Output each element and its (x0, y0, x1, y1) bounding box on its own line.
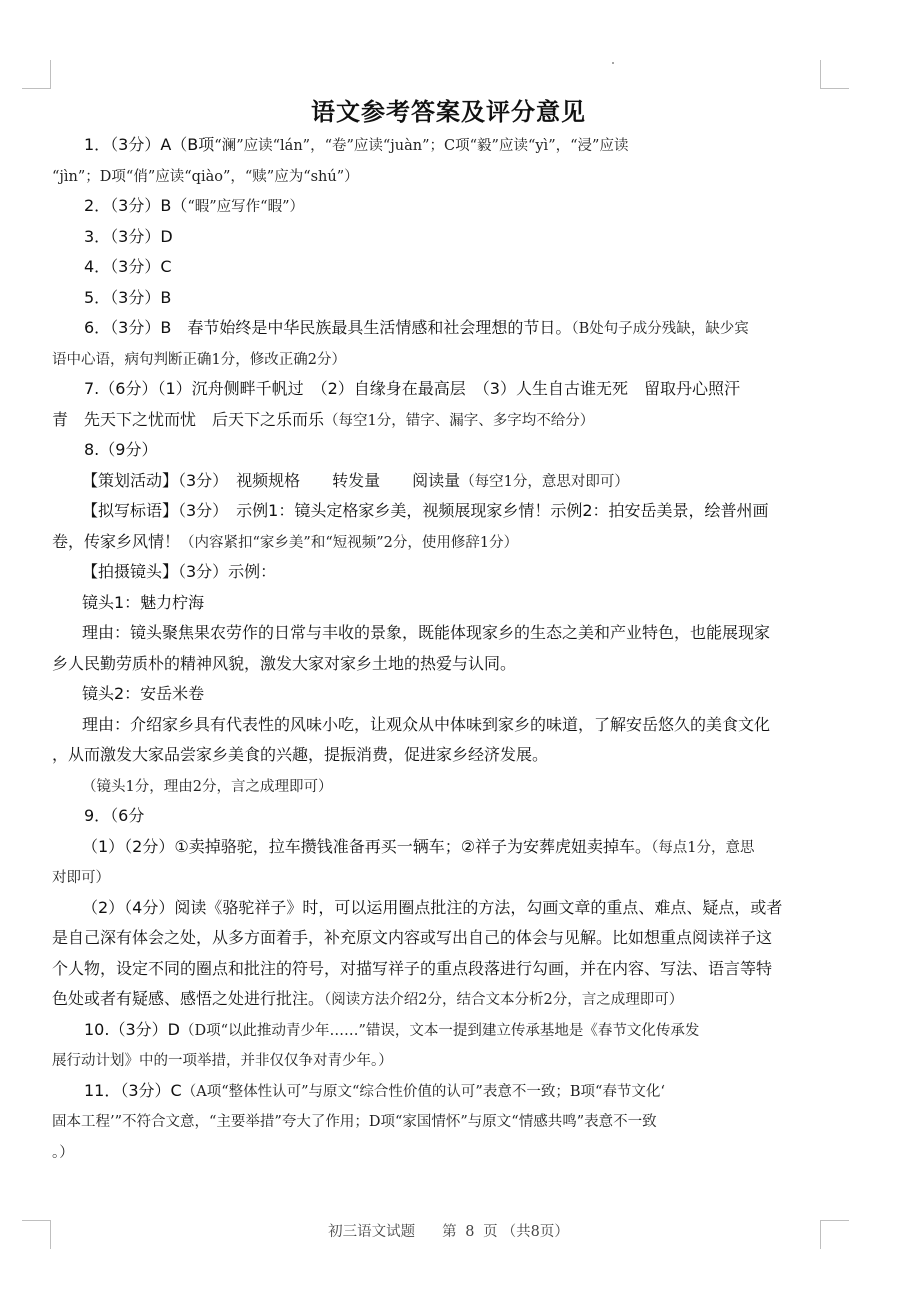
line-scoring-note: （B处句子成分残缺，缺少宾 (571, 321, 749, 337)
line-main-text: 【策划活动】（3分） 视频规格 转发量 阅读量 (82, 470, 461, 490)
text-line (52, 740, 822, 771)
line-scoring-note: 固本工程’”不符合文意，“主要举措”夸大了作用；D项“家国情怀”与原文“情感共鸣”表意不一致 (52, 1114, 657, 1130)
line-main-text: 青 先天下之忧而忧 后天下之乐而乐 (52, 409, 325, 429)
text-line (52, 923, 822, 954)
footer-page-number: 8 (465, 1224, 475, 1240)
line-scoring-note: （D项“以此推动青少年……”错误，文本一提到建立传承基地是《春节文化传承发 (179, 1022, 700, 1039)
line-main-text: 理由：镜头聚焦果农劳作的日常与丰收的景象，既能体现家乡的生态之美和产业特色，也能展现家 (82, 623, 771, 642)
text-line (52, 405, 822, 436)
line-scoring-note: 展行动计划》中的一项举措，并非仅仅争对青少年。） (52, 1053, 393, 1069)
text-line (52, 618, 822, 649)
line-scoring-note: “暇”应写作“暇”） (187, 199, 304, 215)
text-line (52, 466, 822, 497)
text-line (52, 649, 822, 680)
line-main-text: 4．（3分）C (84, 257, 172, 276)
text-line (52, 283, 822, 314)
line-main-text: 5．（3分）B (84, 287, 172, 307)
line-scoring-note: 对即可） (52, 870, 110, 886)
text-line (52, 130, 822, 161)
line-main-text: 【拟写标语】（3分） 示例1：镜头定格家乡美，视频展现家乡情！示例2：拍安岳美景，绘普州画 (82, 501, 769, 520)
line-scoring-note: “澜”应读“lán”，“卷”应读“juàn”；C项“毅”应读“yì”，“浸”应读 (214, 138, 629, 154)
line-scoring-note: 语中心语，病句判断正确1分，修改正确2分） (52, 351, 346, 368)
line-scoring-note: （每空1分，错字、漏字、多字均不给分） (324, 412, 595, 429)
line-main-text: （1）（2分）①卖掉骆驼，拉车攒钱准备再买一辆车；②祥子为安葬虎妞卖掉车。 (82, 836, 652, 856)
text-line (52, 588, 822, 619)
text-line (52, 710, 822, 741)
text-line (52, 862, 822, 893)
footer-page-prefix: 第 (442, 1224, 457, 1240)
text-line (52, 435, 822, 466)
text-line (52, 832, 822, 863)
line-main-text: 10.（3分）D (84, 1019, 180, 1039)
text-line (52, 1045, 822, 1076)
line-main-text: 理由：介绍家乡具有代表性的风味小吃，让观众从中体味到家乡的味道，了解安岳悠久的美食文化 (82, 714, 771, 734)
text-line (52, 496, 822, 527)
text-line (52, 893, 822, 924)
line-scoring-note: （每点1分，意思 (651, 839, 755, 856)
line-main-text: 卷，传家乡风情！ (52, 531, 181, 551)
line-main-text: 3．（3分）D (84, 226, 173, 246)
line-main-text: 镜头1：魅力柠海 (82, 592, 205, 612)
line-scoring-note: “jìn”；D项“俏”应读“qiào”，“赎”应为“shú”） (52, 168, 359, 185)
text-line (52, 1076, 822, 1107)
line-scoring-note: （镜头1分，理由2分，言之成理即可） (82, 778, 333, 795)
page-footer (0, 1220, 897, 1241)
line-main-text: 是自己深有体会之处，从多方面着手，补充原文内容或写出自己的体会与见解。比如想重点阅读祥子这 (52, 928, 773, 947)
crop-mark-top-left (22, 60, 51, 89)
line-main-text: 11．（3分）C (84, 1080, 182, 1100)
line-main-text: （2）（4分）阅读《骆驼祥子》时，可以运用圈点批注的方法，勾画文章的重点、难点、疑点，或者 (82, 897, 783, 917)
text-line (52, 252, 822, 283)
line-main-text: 9．（6分 (84, 806, 145, 825)
line-main-text: 8.（9分） (84, 440, 158, 459)
text-line (52, 557, 822, 588)
text-line (52, 679, 822, 710)
text-line (52, 374, 822, 405)
line-main-text: 色处或者有疑感、感悟之处进行批注。 (52, 989, 325, 1008)
text-line (52, 191, 822, 222)
text-line (52, 222, 822, 253)
line-main-text: 乡人民勤劳质朴的精神风貌，激发大家对家乡土地的热爱与认同。 (52, 653, 517, 673)
footer-page-suffix: 页 (483, 1224, 498, 1240)
line-main-text: 6．（3分）B 春节始终是中华民族最具生活情感和社会理想的节日。 (84, 318, 572, 337)
text-line (52, 1106, 822, 1137)
line-scoring-note: （A项“整体性认可”与原文“综合性价值的认可”表意不一致；B项“春节文化‘ (181, 1083, 666, 1100)
text-line (52, 344, 822, 375)
line-main-text: ，从而激发大家品尝家乡美食的兴趣，提振消费，促进家乡经济发展。 (52, 745, 549, 764)
crop-mark-top-right (820, 60, 849, 89)
text-line (52, 984, 822, 1015)
text-line (52, 161, 822, 192)
page-title: 语文参考答案及评分意见 (311, 98, 586, 126)
text-line (52, 1015, 822, 1046)
text-line (52, 1137, 822, 1168)
footer-total-pages: （共8页） (501, 1224, 569, 1240)
line-main-text: 个人物，设定不同的圈点和批注的符号，对描写祥子的重点段落进行勾画，并在内容、写法、语言等特 (52, 958, 773, 978)
line-main-text: 镜头2：安岳米卷 (82, 684, 205, 703)
line-main-text: 【拍摄镜头】（3分）示例： (82, 562, 277, 581)
text-line (52, 954, 822, 985)
text-line (52, 313, 822, 344)
line-scoring-note: （内容紧扣“家乡美”和“短视频”2分，使用修辞1分） (180, 534, 519, 551)
line-main-text: 1．（3分）A（B项 (84, 135, 215, 154)
line-scoring-note: （每空1分，意思对即可） (460, 473, 629, 490)
footer-subject: 初三语文试题 (328, 1224, 416, 1240)
line-main-text: 2．（3分）B（ (84, 196, 188, 215)
text-line (52, 527, 822, 558)
scan-dot (612, 62, 614, 64)
line-main-text: 7.（6分）（1）沉舟侧畔千帆过 （2）自缘身在最高层 （3）人生自古谁无死 留取丹心照汗 (84, 379, 740, 398)
line-scoring-note: 。） (52, 1144, 74, 1161)
answer-key-body (52, 130, 822, 1167)
text-line (52, 771, 822, 802)
text-line (52, 801, 822, 832)
line-scoring-note: （阅读方法介绍2分，结合文本分析2分，言之成理即可） (324, 992, 684, 1008)
